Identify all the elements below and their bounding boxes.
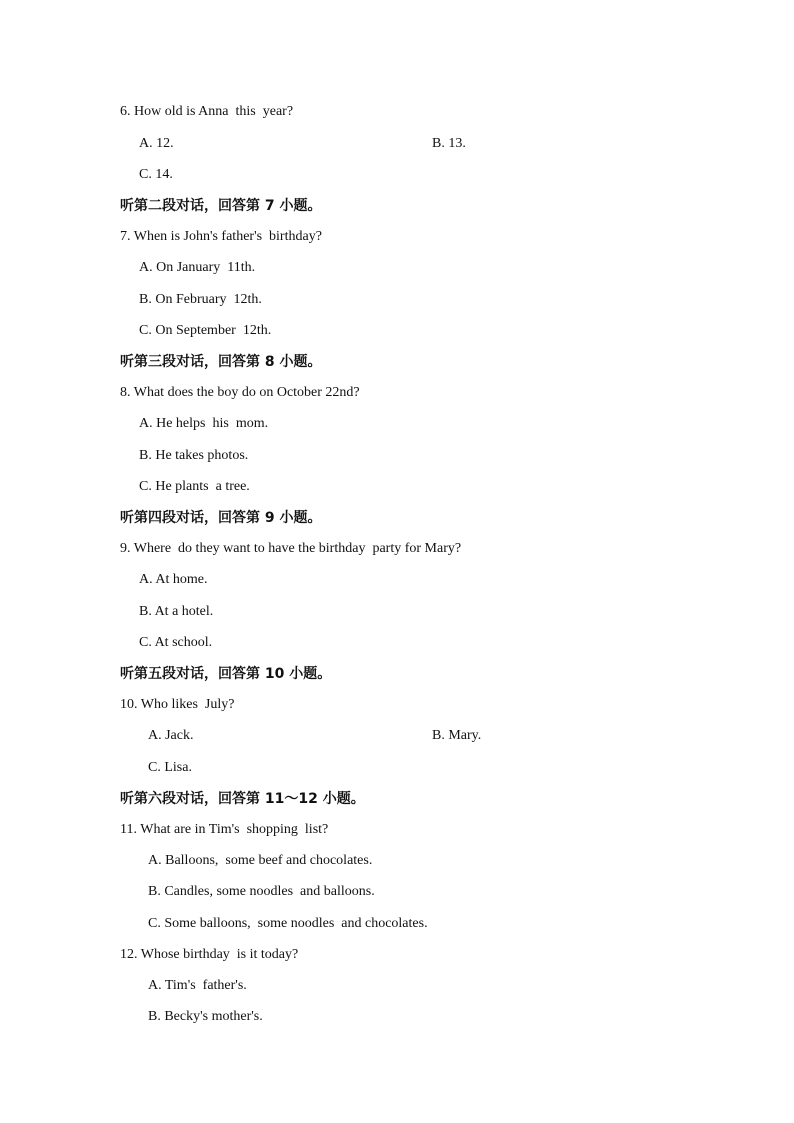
question-9-option-a: A. At home. (139, 572, 208, 587)
question-6-option-b: B. 13. (432, 136, 466, 151)
question-8-option-a: A. He helps his mom. (139, 416, 269, 431)
question-9: 9. Where do they want to have the birthday party for Mary? (120, 541, 462, 556)
question-11-option-b: B. Candles, some noodles and balloons. (148, 884, 375, 899)
question-8-option-c: C. He plants a tree. (139, 479, 250, 494)
question-11: 11. What are in Tim's shopping list? (120, 822, 329, 837)
section-5-header: 听第五段对话，回答第 10 小题。 (120, 666, 332, 682)
question-7-option-c: C. On September 12th. (139, 323, 272, 338)
question-9-option-b: B. At a hotel. (139, 604, 214, 619)
question-10: 10. Who likes July? (120, 697, 235, 712)
question-12-option-b: B. Becky's mother's. (148, 1009, 263, 1024)
question-11-option-a: A. Balloons, some beef and chocolates. (148, 853, 373, 868)
question-10-option-c: C. Lisa. (148, 760, 192, 775)
question-10-option-b: B. Mary. (432, 728, 482, 743)
section-6-header: 听第六段对话，回答第 11～12 小题。 (120, 791, 365, 807)
question-8-option-b: B. He takes photos. (139, 448, 249, 463)
question-10-option-a: A. Jack. (148, 728, 194, 743)
section-3-header: 听第三段对话，回答第 8 小题。 (120, 354, 322, 370)
question-7-option-b: B. On February 12th. (139, 292, 262, 307)
question-12: 12. Whose birthday is it today? (120, 947, 299, 962)
question-6-option-a: A. 12. (139, 136, 174, 151)
question-7-option-a: A. On January 11th. (139, 260, 256, 275)
question-11-option-c: C. Some balloons, some noodles and chocolates. (148, 916, 428, 931)
section-2-header: 听第二段对话，回答第 7 小题。 (120, 198, 322, 214)
question-8: 8. What does the boy do on October 22nd? (120, 385, 360, 400)
question-6: 6. How old is Anna this year? (120, 104, 294, 119)
question-9-option-c: C. At school. (139, 635, 213, 650)
section-4-header: 听第四段对话，回答第 9 小题。 (120, 510, 322, 526)
question-7: 7. When is John's father's birthday? (120, 229, 322, 244)
question-6-option-c: C. 14. (139, 167, 173, 182)
question-12-option-a: A. Tim's father's. (148, 978, 247, 993)
